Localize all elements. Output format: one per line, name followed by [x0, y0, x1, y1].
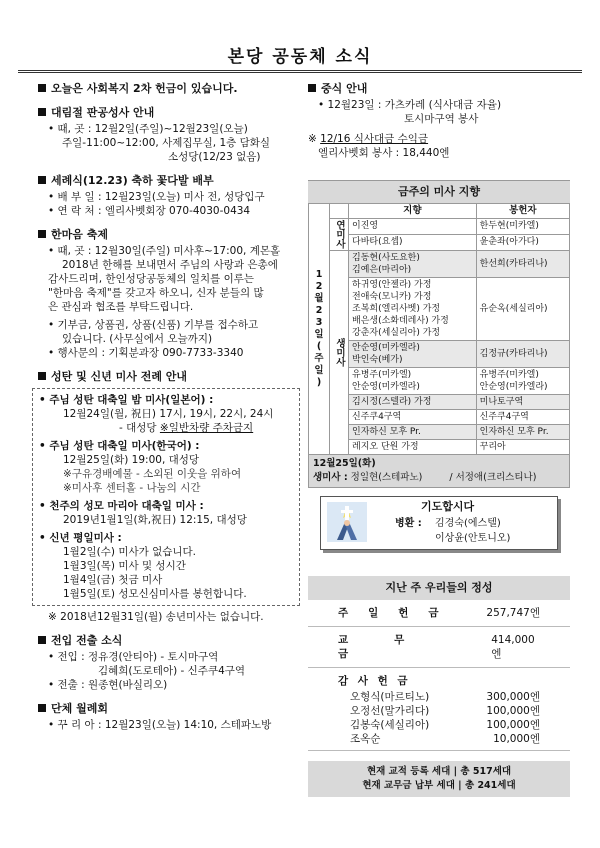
offerer-cell: 한두현(미카엘) — [476, 219, 569, 235]
list-item — [338, 690, 540, 704]
table-row — [309, 409, 570, 424]
dec25-offerer: / 서정애(크리스티나) — [449, 471, 537, 483]
mass-intention-table — [308, 203, 570, 455]
baptism-line1: • 배 부 일 : 12월23일(오늘) 미사 전, 성당입구 — [48, 191, 265, 203]
festival-heading: 한마음 축제 — [38, 228, 300, 242]
offerer-cell: 꾸리아 — [476, 439, 569, 454]
square-bullet-icon — [38, 704, 46, 712]
lunch-income-title: 12/16 식사대금 수익금 — [320, 133, 429, 145]
intent-cell: 안순영(미카엘라) 박인숙(베가) — [349, 340, 477, 367]
prayer-person-2: 이상윤(안토니오) — [435, 532, 511, 544]
registered-households: 현재 교적 등록 세대 | 총 517세대 — [366, 765, 512, 777]
intent-cell: 유병주(미카엘) 안순영(미카엘라) — [349, 367, 477, 394]
christmas-schedule-box — [32, 388, 300, 606]
donor-amount: 300,000엔 — [486, 690, 540, 703]
christmas-heading: 성탄 및 신년 미사 전례 안내 — [38, 370, 300, 384]
dec25-line: 생미사 : 정일현(스테파노) / 서정애(크리스티나) — [313, 471, 537, 483]
col-offerer: 봉헌자 — [476, 204, 569, 219]
dec25-intent: 정일현(스테파노) — [350, 471, 423, 483]
donor-name: 조옥순 — [350, 732, 381, 745]
christmas-eve-title: • 주님 성탄 대축일 밤 미사(일본어) : — [39, 394, 214, 406]
transfer-in2: 김혜희(도로테아) - 신주쿠4구역 — [98, 665, 246, 677]
table-row — [309, 234, 570, 250]
intent-cell: 김시정(스텔라) 가정 — [349, 394, 477, 409]
festival-line2: • 기부금, 상품권, 상품(신품) 기부를 접수하고 — [48, 319, 259, 331]
household-summary — [308, 761, 570, 797]
transfer-heading: 전입 전출 소식 — [38, 634, 300, 648]
dues-label: 교무금 — [338, 633, 451, 660]
square-bullet-icon — [38, 372, 46, 380]
offerer-cell: 인자하신 모후 Pr. — [476, 424, 569, 439]
christmas-eve-line1: 12월24일(월, 祝日) 17시, 19시, 22시, 24시 — [63, 408, 274, 420]
festival-para1: 2018년 한해를 보내면서 주님의 사랑과 은총에 — [62, 259, 278, 271]
prayer-title: 기도합시다 — [421, 499, 475, 513]
offering-heading: 지난 주 우리들의 정성 — [308, 576, 570, 600]
square-bullet-icon — [38, 636, 46, 644]
table-row — [309, 219, 570, 235]
table-row — [309, 439, 570, 454]
christmas-day-title: • 주님 성탄 대축일 미사(한국어) : — [39, 440, 200, 452]
sunday-offering-value: 257,747엔 — [486, 606, 540, 619]
christmas-day-line2: ※구유경배예물 - 소외된 이웃을 위하여 — [63, 468, 242, 480]
festival-line4: • 행사문의 : 기획분과장 090-7733-3340 — [48, 347, 244, 359]
weekday-line2: 1월3일(목) 미사 및 성시간 — [63, 560, 186, 572]
advent-line1: • 때, 곳 : 12월2일(주일)~12월23일(오늘) — [48, 123, 248, 135]
square-bullet-icon — [38, 108, 46, 116]
advent-confession-heading: 대림절 판공성사 안내 — [38, 106, 300, 120]
dues-row — [308, 627, 570, 668]
intent-cell: 레지오 단원 가정 — [349, 439, 477, 454]
weekday-line4: 1월5일(토) 성모신심미사를 봉헌합니다. — [63, 588, 247, 600]
table-row — [309, 367, 570, 394]
square-bullet-icon — [38, 84, 46, 92]
offerer-cell: 유병주(미카엘) 안순영(미카엘라) — [476, 367, 569, 394]
prayer-person-1: 김경숙(에스텔) — [435, 517, 501, 529]
advent-line2: 주일-11:00~12:00, 사제집무실, 1층 담화실 — [62, 137, 271, 149]
mary-mass-line1: 2019년1월1일(화,祝日) 12:15, 대성당 — [63, 514, 247, 526]
mary-mass-title: • 천주의 성모 마리아 대축일 미사 : — [39, 500, 204, 512]
lunch-heading: 중식 안내 — [308, 82, 570, 96]
intent-cell: 인자하신 모후 Pr. — [349, 424, 477, 439]
dec25-date: 12월25일(화) — [313, 457, 376, 469]
group-heading: 단체 월례회 — [38, 702, 300, 716]
donor-name: 오정선(말가리다) — [350, 704, 430, 717]
list-item — [338, 732, 540, 746]
group-yeon: 연미사 — [330, 219, 349, 251]
table-row — [309, 277, 570, 340]
dec25-mass — [308, 455, 570, 488]
mass-intention-heading: 금주의 미사 지향 — [308, 180, 570, 203]
square-bullet-icon — [38, 176, 46, 184]
weekday-line1: 1월2일(수) 미사가 없습니다. — [63, 546, 196, 558]
baptism-heading: 세례식(12.23) 축하 꽃다발 배부 — [38, 174, 300, 188]
col-intent: 지향 — [349, 204, 477, 219]
intent-cell: 신주쿠4구역 — [349, 409, 477, 424]
christmas-day-line3: ※미사후 센터홀 - 나눔의 시간 — [63, 482, 201, 494]
transfer-in1: • 전입 : 정유경(안티아) - 토시마구역 — [48, 651, 219, 663]
page-title: 본당 공동체 소식 — [227, 47, 373, 67]
weekday-line3: 1월4일(금) 첫금 미사 — [63, 574, 163, 586]
title-bar — [18, 38, 582, 73]
lunch-line4: 엘리사벳회 봉사 : 18,440엔 — [318, 147, 450, 159]
intent-cell: 이진영 — [349, 219, 477, 235]
table-row — [309, 340, 570, 367]
weekday-mass-title: • 신년 평일미사 : — [39, 532, 122, 544]
notice-heading: 오늘은 사회복지 2차 헌금이 있습니다. — [38, 82, 300, 96]
praying-hands-icon — [327, 502, 367, 542]
table-row — [309, 394, 570, 409]
lunch-line1: • 12월23일 : 가츠카레 (식사대금 자율) — [318, 99, 502, 111]
mass-date: 1 2 월 2 3 일 ( 주 일 ) — [309, 204, 330, 455]
intent-cell: 하귀영(안젤라) 가정 전애숙(모니카) 가정 조복희(엘리사벳) 가정 배은생(소화데레사) 가정 강춘자(세실리아) 가정 — [349, 277, 477, 340]
group-line1: • 꾸 리 아 : 12월23일(오늘) 14:10, 스테파노방 — [48, 719, 272, 731]
christmas-eve-line2: - 대성당 ※일반차량 주차금지 — [119, 422, 254, 434]
prayer-label: 병환 : — [395, 517, 422, 529]
donor-list — [338, 690, 540, 746]
year-end-note: ※ 2018년12월31일(월) 송년미사는 없습니다. — [48, 611, 264, 623]
transfer-out: • 전출 : 원종현(바실리오) — [48, 679, 168, 691]
table-row — [309, 250, 570, 277]
donor-amount: 100,000엔 — [486, 704, 540, 717]
offerer-cell: 유순옥(세실리아) — [476, 277, 569, 340]
intent-cell: 다바타(요셉) — [349, 234, 477, 250]
festival-line1: • 때, 곳 : 12월30일(주일) 미사후~17:00, 계몬홀 — [48, 245, 281, 257]
offerer-cell: 김정규(카타리나) — [476, 340, 569, 367]
festival-para2: 감사드리며, 한인성당공동체의 일치를 이루는 — [48, 273, 255, 285]
thanks-offering — [308, 668, 570, 751]
intent-cell: 김동현(사도요한) 김예은(마리아) — [349, 250, 477, 277]
right-column — [308, 82, 570, 797]
table-header-row — [309, 204, 570, 219]
table-row — [309, 424, 570, 439]
offerer-cell: 한선희(카타리나) — [476, 250, 569, 277]
offerer-cell: 미나토구역 — [476, 394, 569, 409]
list-item — [338, 704, 540, 718]
christmas-day-line1: 12월25일(화) 19:00, 대성당 — [63, 454, 200, 466]
prayer-box — [320, 496, 558, 550]
festival-para4: 은 관심과 협조를 부탁드립니다. — [48, 301, 194, 313]
sunday-offering-label: 주일헌금 — [338, 606, 459, 619]
group-saeng: 생미사 — [330, 250, 349, 454]
donor-amount: 10,000엔 — [493, 732, 540, 745]
sunday-offering-row — [308, 600, 570, 627]
offerer-cell: 윤춘좌(아가다) — [476, 234, 569, 250]
donor-name: 오형식(마르티노) — [350, 690, 430, 703]
festival-line3: 있습니다. (사무실에서 오늘까지) — [62, 333, 213, 345]
square-bullet-icon — [38, 230, 46, 238]
left-column — [38, 82, 300, 732]
list-item — [338, 718, 540, 732]
baptism-line2: • 연 락 처 : 엘리사벳회장 070-4030-0434 — [48, 205, 251, 217]
offerer-cell: 신주쿠4구역 — [476, 409, 569, 424]
donor-name: 김봉숙(세실리아) — [350, 718, 430, 731]
advent-line3: 소성당(12/23 없음) — [168, 151, 261, 163]
donor-amount: 100,000엔 — [486, 718, 540, 731]
no-parking-note: ※일반차량 주차금지 — [159, 422, 254, 434]
thanks-heading: 감 사 헌 금 — [338, 674, 411, 687]
square-bullet-icon — [308, 84, 316, 92]
lunch-line2: 토시마구역 봉사 — [404, 113, 479, 125]
lunch-line3: ※ 12/16 식사대금 수익금 — [308, 133, 429, 145]
festival-para3: "한마음 축제"를 갖고자 하오니, 신자 분들의 많 — [48, 287, 264, 299]
dues-value: 414,000엔 — [491, 633, 535, 660]
dues-households: 현재 교무금 납부 세대 | 총 241세대 — [362, 779, 516, 791]
